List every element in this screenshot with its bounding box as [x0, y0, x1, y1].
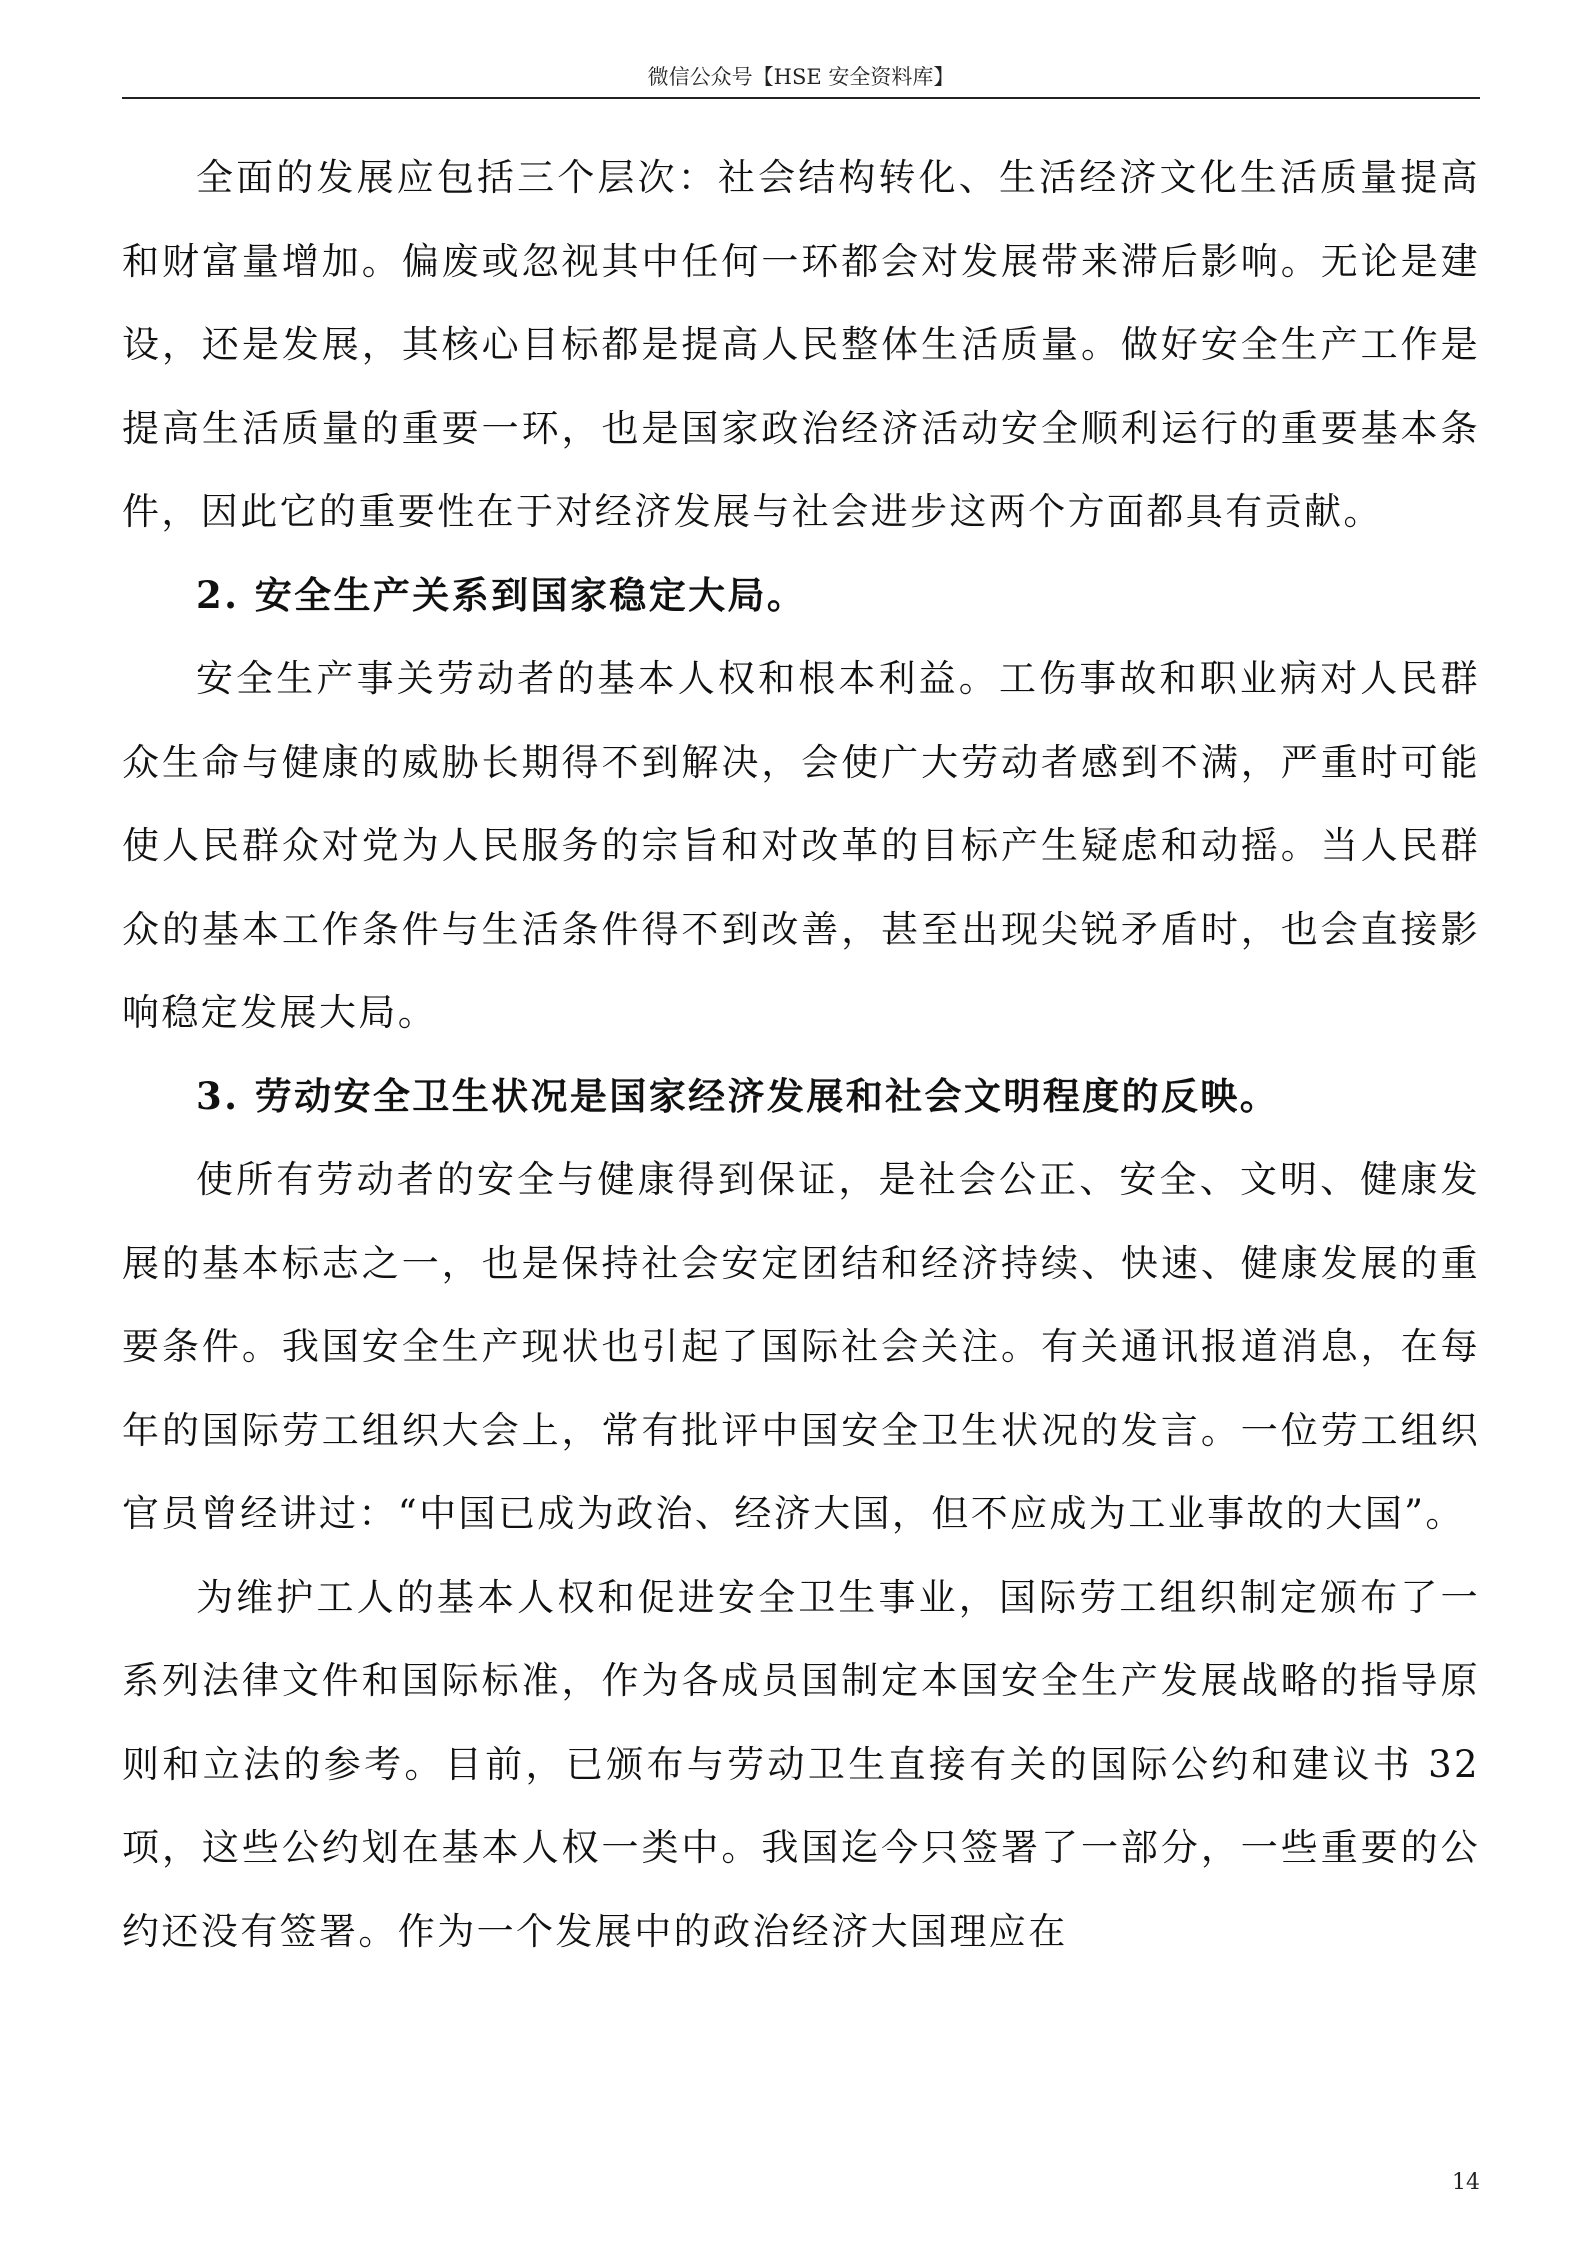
- paragraph-social-civilization: 使所有劳动者的安全与健康得到保证，是社会公正、安全、文明、健康发展的基本标志之一，也是保持社会安定团结和经济持续、快速、健康发展的重要条件。我国安全生产现状也引起了国际社会关注。有关通讯报道消息，在每年的国际劳工组织大会上，常有批评中国安全卫生状况的发言。一位劳工组织官员曾经讲过：“中国已成为政治、经济大国，但不应成为工业事故的大国”。: [122, 1158, 1480, 1535]
- page-header: 微信公众号【HSE 安全资料库】: [647, 65, 955, 89]
- section-heading-2: 2. 安全生产关系到国家稳定大局。: [196, 572, 807, 617]
- header-divider: [122, 97, 1480, 99]
- paragraph-development-levels: 全面的发展应包括三个层次：社会结构转化、生活经济文化生活质量提高和财富量增加。偏废或忽视其中任何一环都会对发展带来滞后影响。无论是建设，还是发展，其核心目标都是提高人民整体生活质量。做好安全生产工作是提高生活质量的重要一环，也是国家政治经济活动安全顺利运行的重要基本条件，因此它的重要性在于对经济发展与社会进步这两个方面都具有贡献。: [122, 156, 1480, 533]
- page-number: 14: [1452, 2170, 1480, 2195]
- document-body: [122, 136, 1480, 1973]
- paragraph-ilo-conventions: 为维护工人的基本人权和促进安全卫生事业，国际劳工组织制定颁布了一系列法律文件和国际标准，作为各成员国制定本国安全生产发展战略的指导原则和立法的参考。目前，已颁布与劳动卫生直接有关的国际公约和建议书 32 项，这些公约划在基本人权一类中。我国迄今只签署了一部分，一些重要的公约还没有签署。作为一个发展中的政治经济大国理应在: [122, 1575, 1480, 1953]
- section-heading-3: 3. 劳动安全卫生状况是国家经济发展和社会文明程度的反映。: [196, 1073, 1280, 1118]
- paragraph-national-stability: 安全生产事关劳动者的基本人权和根本利益。工伤事故和职业病对人民群众生命与健康的威胁长期得不到解决，会使广大劳动者感到不满，严重时可能使人民群众对党为人民服务的宗旨和对改革的目标产生疑虑和动摇。当人民群众的基本工作条件与生活条件得不到改善，甚至出现尖锐矛盾时，也会直接影响稳定发展大局。: [122, 657, 1480, 1034]
